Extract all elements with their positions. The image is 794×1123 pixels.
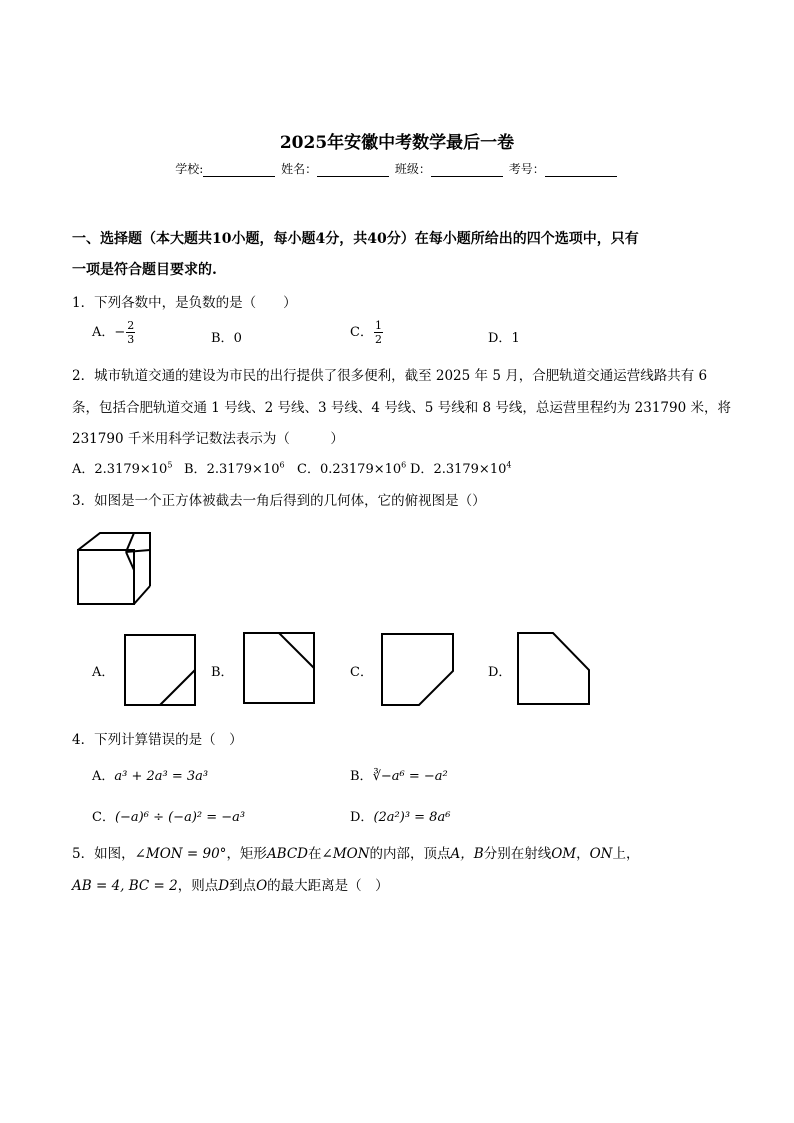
school-label: 学校: [175, 162, 204, 176]
section-heading-line2: 一项是符合题目要求的. [72, 262, 217, 278]
q4-stem: 4．下列计算错误的是（ ） [72, 732, 243, 748]
name-blank [317, 164, 389, 177]
q2-line2: 条，包括合肥轨道交通 1 号线、2 号线、3 号线、4 号线、5 号线和 8 号线，总运营里程约为 231790 米，将 [72, 400, 731, 416]
q3-option-a-figure [124, 634, 196, 706]
q2-option-c: C．$0.23179\times 10^6$ [297, 460, 407, 477]
q2-option-b: B．$2.3179\times 10^6$ [184, 460, 285, 477]
q3-option-b-label: B． [211, 665, 234, 680]
q1-stem: 1．下列各数中，是负数的是（ ） [72, 295, 297, 311]
class-blank [431, 164, 503, 177]
school-blank [203, 164, 275, 177]
student-info-line [0, 160, 794, 177]
q3-option-d-figure [517, 632, 591, 706]
name-label: 姓名： [281, 162, 318, 176]
q5-line2: AB = 4, BC = 2，则点D到点O的最大距离是（ ） [72, 878, 389, 894]
q4-b-expression: ∛−a⁶ = −a² [372, 769, 448, 784]
q4-c-expression: (−a)⁶ ÷ (−a)² = −a³ [114, 810, 246, 825]
q4-option-c: C．(−a)⁶ ÷ (−a)² = −a³ [92, 810, 246, 825]
q4-a-expression: a³ + 2a³ = 3a³ [114, 769, 209, 784]
q5-line1: 5．如图，∠MON = 90°，矩形ABCD在∠MON的内部，顶点A，B分别在射线OM，ON上， [72, 846, 640, 862]
q4-d-expression: (2a²)³ = 8a⁶ [373, 810, 451, 825]
q2-line3: 231790 千米用科学记数法表示为（ ） [72, 431, 344, 447]
q2-option-a: A．$2.3179\times 10^5$ [72, 460, 173, 477]
q3-stem: 3．如图是一个正方体被截去一角后得到的几何体，它的俯视图是（） [72, 493, 486, 509]
q1-option-a: A．− $\frac{2}{3}$ [92, 319, 135, 346]
class-label: 班级： [394, 162, 431, 176]
q3-option-c-label: C． [350, 665, 373, 680]
q1-option-c: C． $\frac{1}{2}$ [350, 319, 382, 346]
q3-option-d-label: D． [488, 665, 512, 680]
q4-option-d: D．(2a²)³ = 8a⁶ [350, 810, 451, 825]
q3-option-a-label: A． [92, 665, 115, 680]
q4-option-a: A．a³ + 2a³ = 3a³ [92, 769, 209, 784]
q3-option-b-figure [243, 632, 315, 704]
exam-number-label: 考号： [508, 162, 545, 176]
q1-a-fraction: $\frac{2}{3}$ [127, 319, 135, 346]
q1-option-d: D．1 [488, 331, 520, 346]
q3-cube-figure [76, 530, 156, 610]
q3-option-c-figure [381, 633, 455, 707]
q2-line1: 2．城市轨道交通的建设为市民的出行提供了很多便利，截至 2025 年 5 月，合肥轨道交通运营线路共有 6 [72, 368, 708, 384]
section-heading-line1: 一、选择题（本大题共10小题，每小题4分，共40分）在每小题所给出的四个选项中，只有 [72, 231, 639, 247]
exam-number-blank [545, 164, 617, 177]
q1-c-fraction: $\frac{1}{2}$ [374, 319, 382, 346]
q2-option-d: D．$2.3179\times 10^4$ [410, 460, 512, 477]
page-title: 2025年安徽中考数学最后一卷 [279, 133, 515, 153]
q1-option-b: B．0 [211, 331, 242, 346]
q4-option-b: B．∛−a⁶ = −a² [350, 769, 448, 784]
